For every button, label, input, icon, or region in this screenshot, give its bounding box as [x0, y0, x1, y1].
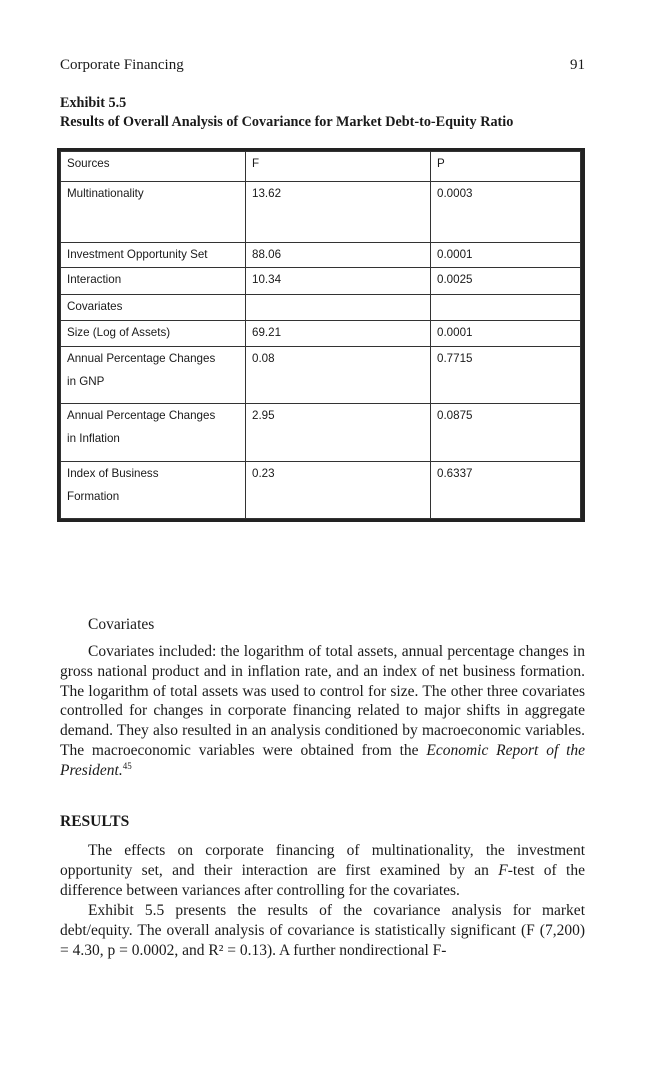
row-source: Annual Percentage Changes — [67, 351, 216, 365]
running-head-title: Corporate Financing — [60, 57, 184, 73]
results-p1-text-a: The effects on corporate financing of multinationality, the investment opportunity set, and their interaction are first examined by an — [60, 842, 585, 879]
row-source-continued: Formation — [67, 489, 120, 503]
row-p-value: 0.0875 — [431, 403, 581, 461]
row-f-value: 2.95 — [246, 403, 431, 461]
results-p1-italic: F — [498, 861, 508, 879]
row-source-cell — [61, 346, 246, 403]
row-p-value: 0.7715 — [431, 346, 581, 403]
page-number: 91 — [570, 57, 585, 73]
row-source: Annual Percentage Changes — [67, 408, 216, 422]
row-source-continued: in Inflation — [67, 431, 120, 445]
covariates-text: Covariates included: the logarithm of total assets, annual percentage changes in gross national product and in inflation rate, and an index of net business formation. The logarithm of total assets was used to control for size. The other three covariates controlled for changes in corporate financing related to major shifts in aggregate demand. They also resulted in an analysis conditioned by macroeconomic variables. The macroeconomic variables were obtained from the — [60, 643, 585, 759]
row-source-continued: in GNP — [67, 374, 105, 388]
results-paragraph-1 — [60, 841, 585, 900]
table-header-row — [61, 152, 581, 182]
covariates-source-title: Economic Report of the President. — [60, 741, 586, 779]
row-f-value: 0.23 — [246, 461, 431, 518]
row-f-value: 0.08 — [246, 346, 431, 403]
column-header-p: P — [431, 152, 581, 182]
row-source: Investment Opportunity Set — [61, 242, 246, 267]
exhibit-caption — [60, 94, 600, 132]
table-row — [61, 461, 581, 518]
table-row — [61, 268, 581, 294]
running-head — [60, 57, 585, 77]
row-source-cell — [61, 461, 246, 518]
row-source-cell — [61, 403, 246, 461]
results-paragraph-2: Exhibit 5.5 presents the results of the covariance analysis for market debt/equity. The overall analysis of covariance is statistically significant (F (7,200) = 4.30, p = 0.0002, and R² = 0.13). A further nondirectional F- — [60, 902, 585, 959]
row-source: Interaction — [61, 268, 246, 294]
row-f-value: 13.62 — [246, 181, 431, 242]
table-row — [61, 294, 581, 320]
row-p-value: 0.0001 — [431, 321, 581, 346]
row-p-value: 0.0025 — [431, 268, 581, 294]
results-p1-text-b: -test of the difference between variances after controlling for the covariates. — [60, 861, 585, 899]
covariates-heading: Covariates — [88, 616, 155, 633]
row-source: Covariates — [61, 294, 246, 320]
row-f-value: 69.21 — [246, 321, 431, 346]
table-row — [61, 346, 581, 403]
covariates-paragraph — [60, 642, 585, 781]
table-row — [61, 181, 581, 242]
exhibit-label: Exhibit 5.5 — [60, 95, 127, 111]
row-p-value: 0.0001 — [431, 242, 581, 267]
row-source: Multinationality — [61, 181, 246, 242]
footnote-marker: 45 — [122, 760, 132, 771]
row-source: Index of Business — [67, 466, 159, 480]
row-f-value: 10.34 — [246, 268, 431, 294]
column-header-f: F — [246, 152, 431, 182]
results-heading: RESULTS — [60, 813, 130, 830]
row-p-value — [431, 294, 581, 320]
table-row — [61, 321, 581, 346]
table-row — [61, 403, 581, 461]
exhibit-title: Results of Overall Analysis of Covariance for Market Debt-to-Equity Ratio — [60, 114, 514, 130]
row-p-value: 0.6337 — [431, 461, 581, 518]
column-header-sources: Sources — [61, 152, 246, 182]
table-row — [61, 242, 581, 267]
row-source: Size (Log of Assets) — [61, 321, 246, 346]
row-p-value: 0.0003 — [431, 181, 581, 242]
row-f-value: 88.06 — [246, 242, 431, 267]
row-f-value — [246, 294, 431, 320]
ancova-table — [57, 148, 585, 522]
